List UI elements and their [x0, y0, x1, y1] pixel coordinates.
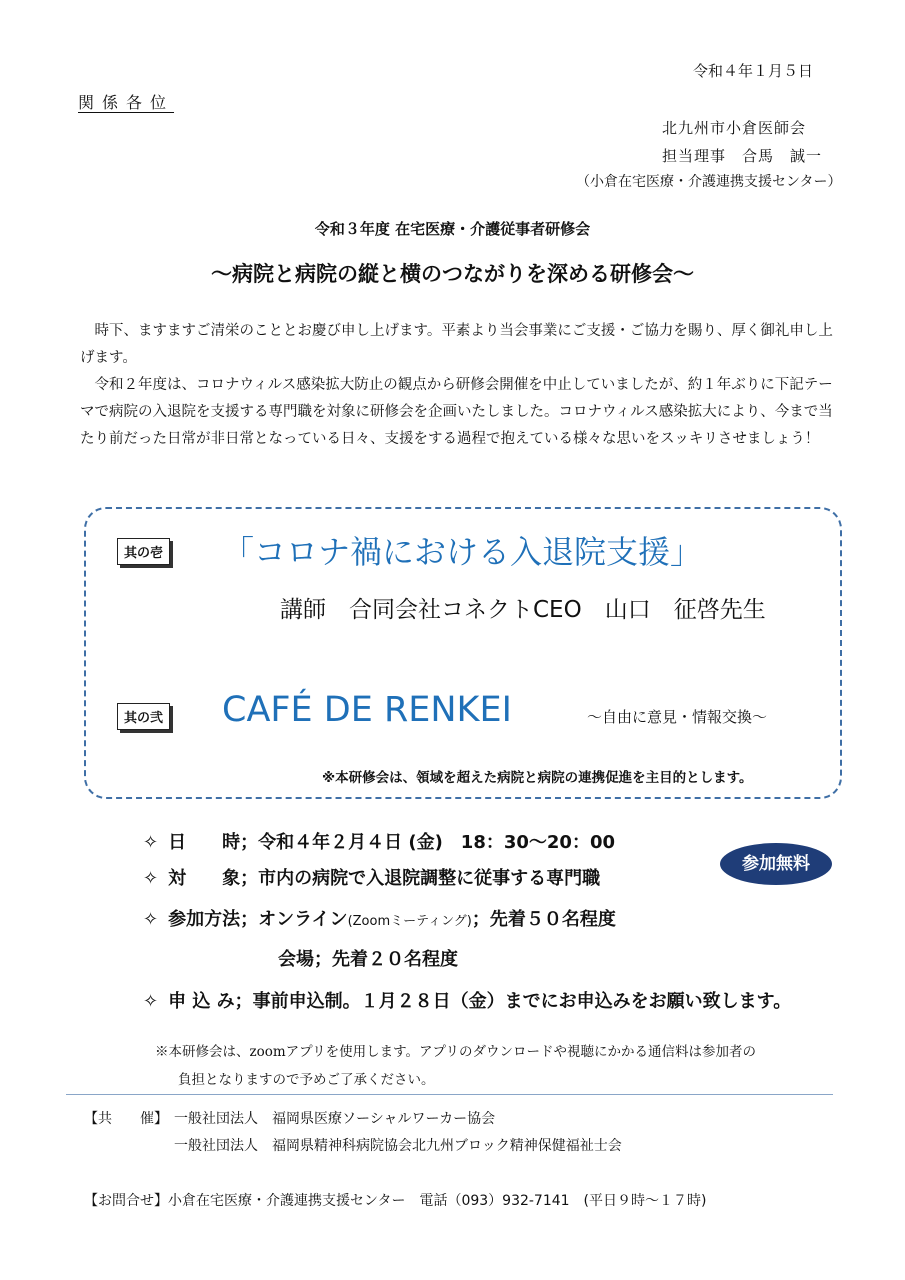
part1-title: 「コロナ禍における入退院支援」 — [222, 533, 703, 571]
method-value: オンライン — [258, 909, 348, 930]
zoom-note-line-1: ※本研修会は、zoomアプリを使用します。アプリのダウンロードや視聴にかかる通信料は参加者の — [155, 1044, 757, 1060]
document-date: 令和４年１月５日 — [693, 62, 814, 80]
contact-info: 【お問合せ】小倉在宅医療・介護連携支援センター 電話（093）932-7141 (平日９時～１７時) — [84, 1193, 707, 1209]
cohost-1: 一般社団法人 福岡県医療ソーシャルワーカー協会 — [174, 1111, 496, 1127]
sender-organization: 北九州市小倉医師会 — [662, 119, 807, 137]
sparkle-icon: ✧ — [143, 909, 159, 930]
sparkle-icon: ✧ — [143, 868, 159, 889]
method-label: 参加方法； — [168, 909, 259, 930]
event-title: ～病院と病院の縦と横のつながりを深める研修会～ — [211, 262, 694, 286]
addressee: 関係各位 — [78, 93, 175, 112]
cohost-label: 【共 催】 — [84, 1111, 168, 1127]
part2-subtitle: ～自由に意見・情報交換～ — [587, 708, 768, 726]
free-badge: 参加無料 — [720, 843, 832, 885]
date-label: 日 時； — [168, 832, 259, 853]
intro-paragraph-1: 時下、ますますご清栄のこととお慶び申し上げます。平素より当会事業にご支援・ご協力を賜り、厚く御礼申し上げます。 — [80, 323, 833, 366]
sender-center: （小倉在宅医療・介護連携支援センター） — [576, 174, 842, 190]
part2-title: CAFÉ DE RENKEI — [222, 690, 512, 730]
detail-apply — [143, 987, 791, 1013]
method-zoom: (Zoomミーティング) — [347, 914, 472, 929]
zoom-note-line-2: 負担となりますので予めご了承ください。 — [178, 1072, 435, 1088]
part2-tag: 其の弐 — [117, 703, 170, 730]
detail-target — [143, 864, 600, 890]
program-note: ※本研修会は、領域を超えた病院と病院の連携促進を主目的とします。 — [322, 770, 753, 786]
divider — [66, 1094, 833, 1095]
sparkle-icon: ✧ — [143, 832, 159, 853]
apply-label: 申 込 み； — [168, 991, 253, 1012]
part1-tag: 其の壱 — [117, 538, 170, 565]
detail-method — [143, 905, 616, 931]
intro-paragraph-2: 令和２年度は、コロナウィルス感染拡大防止の観点から研修会開催を中止していましたが、約１年ぶりに下記テーマで病院の入退院を支援する専門職を対象に研修会を企画いたしました。コロナウィルス感染拡大により、今まで当たり前だった日常が非日常となっている日々、支援をする過程で抱えている様々な思いをスッキリさせましょう！ — [80, 377, 833, 447]
part1-lecturer: 講師 合同会社コネクトCEO 山口 征啓先生 — [280, 597, 766, 623]
method-capacity: ；先着５０名程度 — [471, 909, 616, 930]
target-label: 対 象； — [168, 868, 259, 889]
event-subtitle: 令和３年度 在宅医療・介護従事者研修会 — [314, 220, 591, 238]
sender-name: 担当理事 合馬 誠一 — [662, 147, 823, 165]
target-value: 市内の病院で入退院調整に従事する専門職 — [258, 868, 601, 889]
detail-date — [143, 828, 615, 854]
date-value: 令和４年２月４日 (金) 18：30～20：00 — [258, 832, 616, 853]
cohost-2: 一般社団法人 福岡県精神科病院協会北九州ブロック精神保健福祉士会 — [174, 1138, 622, 1154]
apply-value: 事前申込制。１月２８日（金）までにお申込みをお願い致します。 — [252, 991, 792, 1012]
sparkle-icon: ✧ — [143, 991, 159, 1012]
intro-text — [80, 318, 840, 453]
detail-venue: 会場；先着２０名程度 — [278, 949, 458, 970]
